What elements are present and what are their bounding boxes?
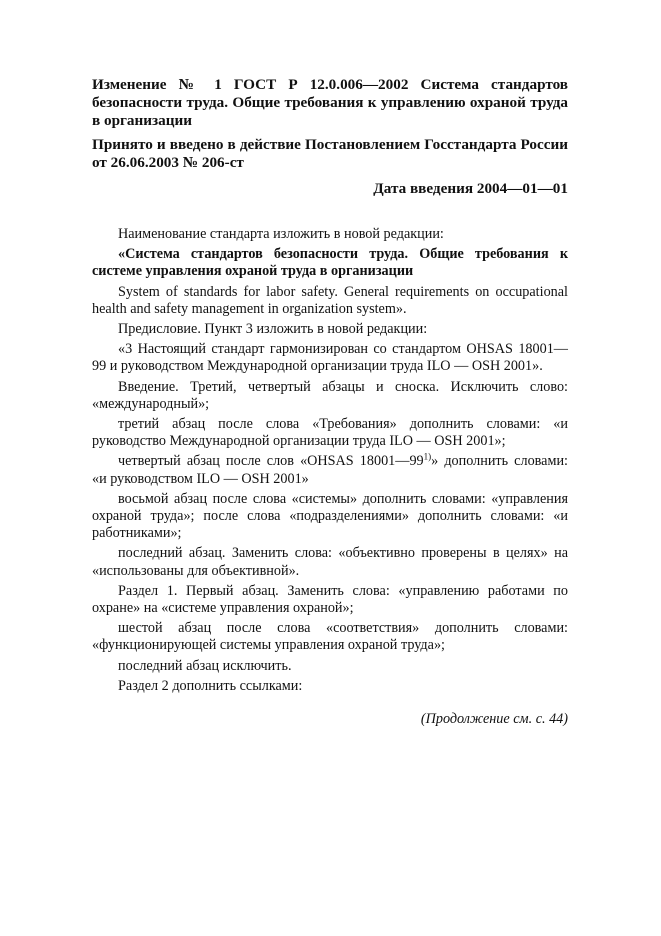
document-body [92,226,568,695]
paragraph-9: восьмой абзац после слова «системы» дополнить словами: «управления охраной труда»; после слова «подразделениями» дополнить словами: «и работниками»; [92,490,568,542]
paragraph-7: третий абзац после слова «Требования» дополнить словами: «и руководство Международной организации труда ILO — OSH 2001»; [92,416,568,450]
effective-date: Дата введения 2004—01—01 [373,180,568,197]
paragraph-12: шестой абзац после слова «соответствия» дополнить словами: «функционирующей системы управления охраной труда»; [92,620,568,654]
paragraph-10: последний абзац. Заменить слова: «объективно проверены в целях» на «использованы для объективной». [92,545,568,579]
paragraph-5: «3 Настоящий стандарт гармонизирован со стандартом OHSAS 18001—99 и руководством Международной организации труда ILO — OSH 2001». [92,341,568,375]
continuation-note: (Продолжение см. с. 44) [420,711,568,728]
paragraph-8 [92,453,568,487]
paragraph-13: последний абзац исключить. [118,657,292,674]
paragraph-6: Введение. Третий, четвертый абзацы и сноска. Исключить слово: «международный»; [92,378,568,412]
paragraph-11: Раздел 1. Первый абзац. Заменить слова: «управлению работами по охране» на «системе управления охраной»; [92,582,568,617]
paragraph-8-before: четвертый абзац после слов «OHSAS 18001—99 [118,453,424,470]
paragraph-14: Раздел 2 дополнить ссылками: [118,677,303,694]
footnote-marker: 1) [423,451,432,462]
adoption-note: Принято и введено в действие Постановлением Госстандарта России от 26.06.2003 № 206-ст [92,136,568,171]
paragraph-2: «Система стандартов безопасности труда. Общие требования к системе управления охраной труда в организации [92,246,568,280]
paragraph-3: System of standards for labor safety. General requirements on occupational health and safety management in organization system». [92,283,568,317]
document-title: Изменение № 1 ГОСТ Р 12.0.006—2002 Система стандартов безопасности труда. Общие требования к управлению охраной труда в организации [92,76,568,129]
paragraph-4: Предисловие. Пункт 3 изложить в новой редакции: [118,321,428,338]
document-page [92,76,568,728]
paragraph-1: Наименование стандарта изложить в новой редакции: [118,226,444,242]
paragraph-8-after: » дополнить словами: «и руководством ILO — OSH 2001» [92,453,568,487]
